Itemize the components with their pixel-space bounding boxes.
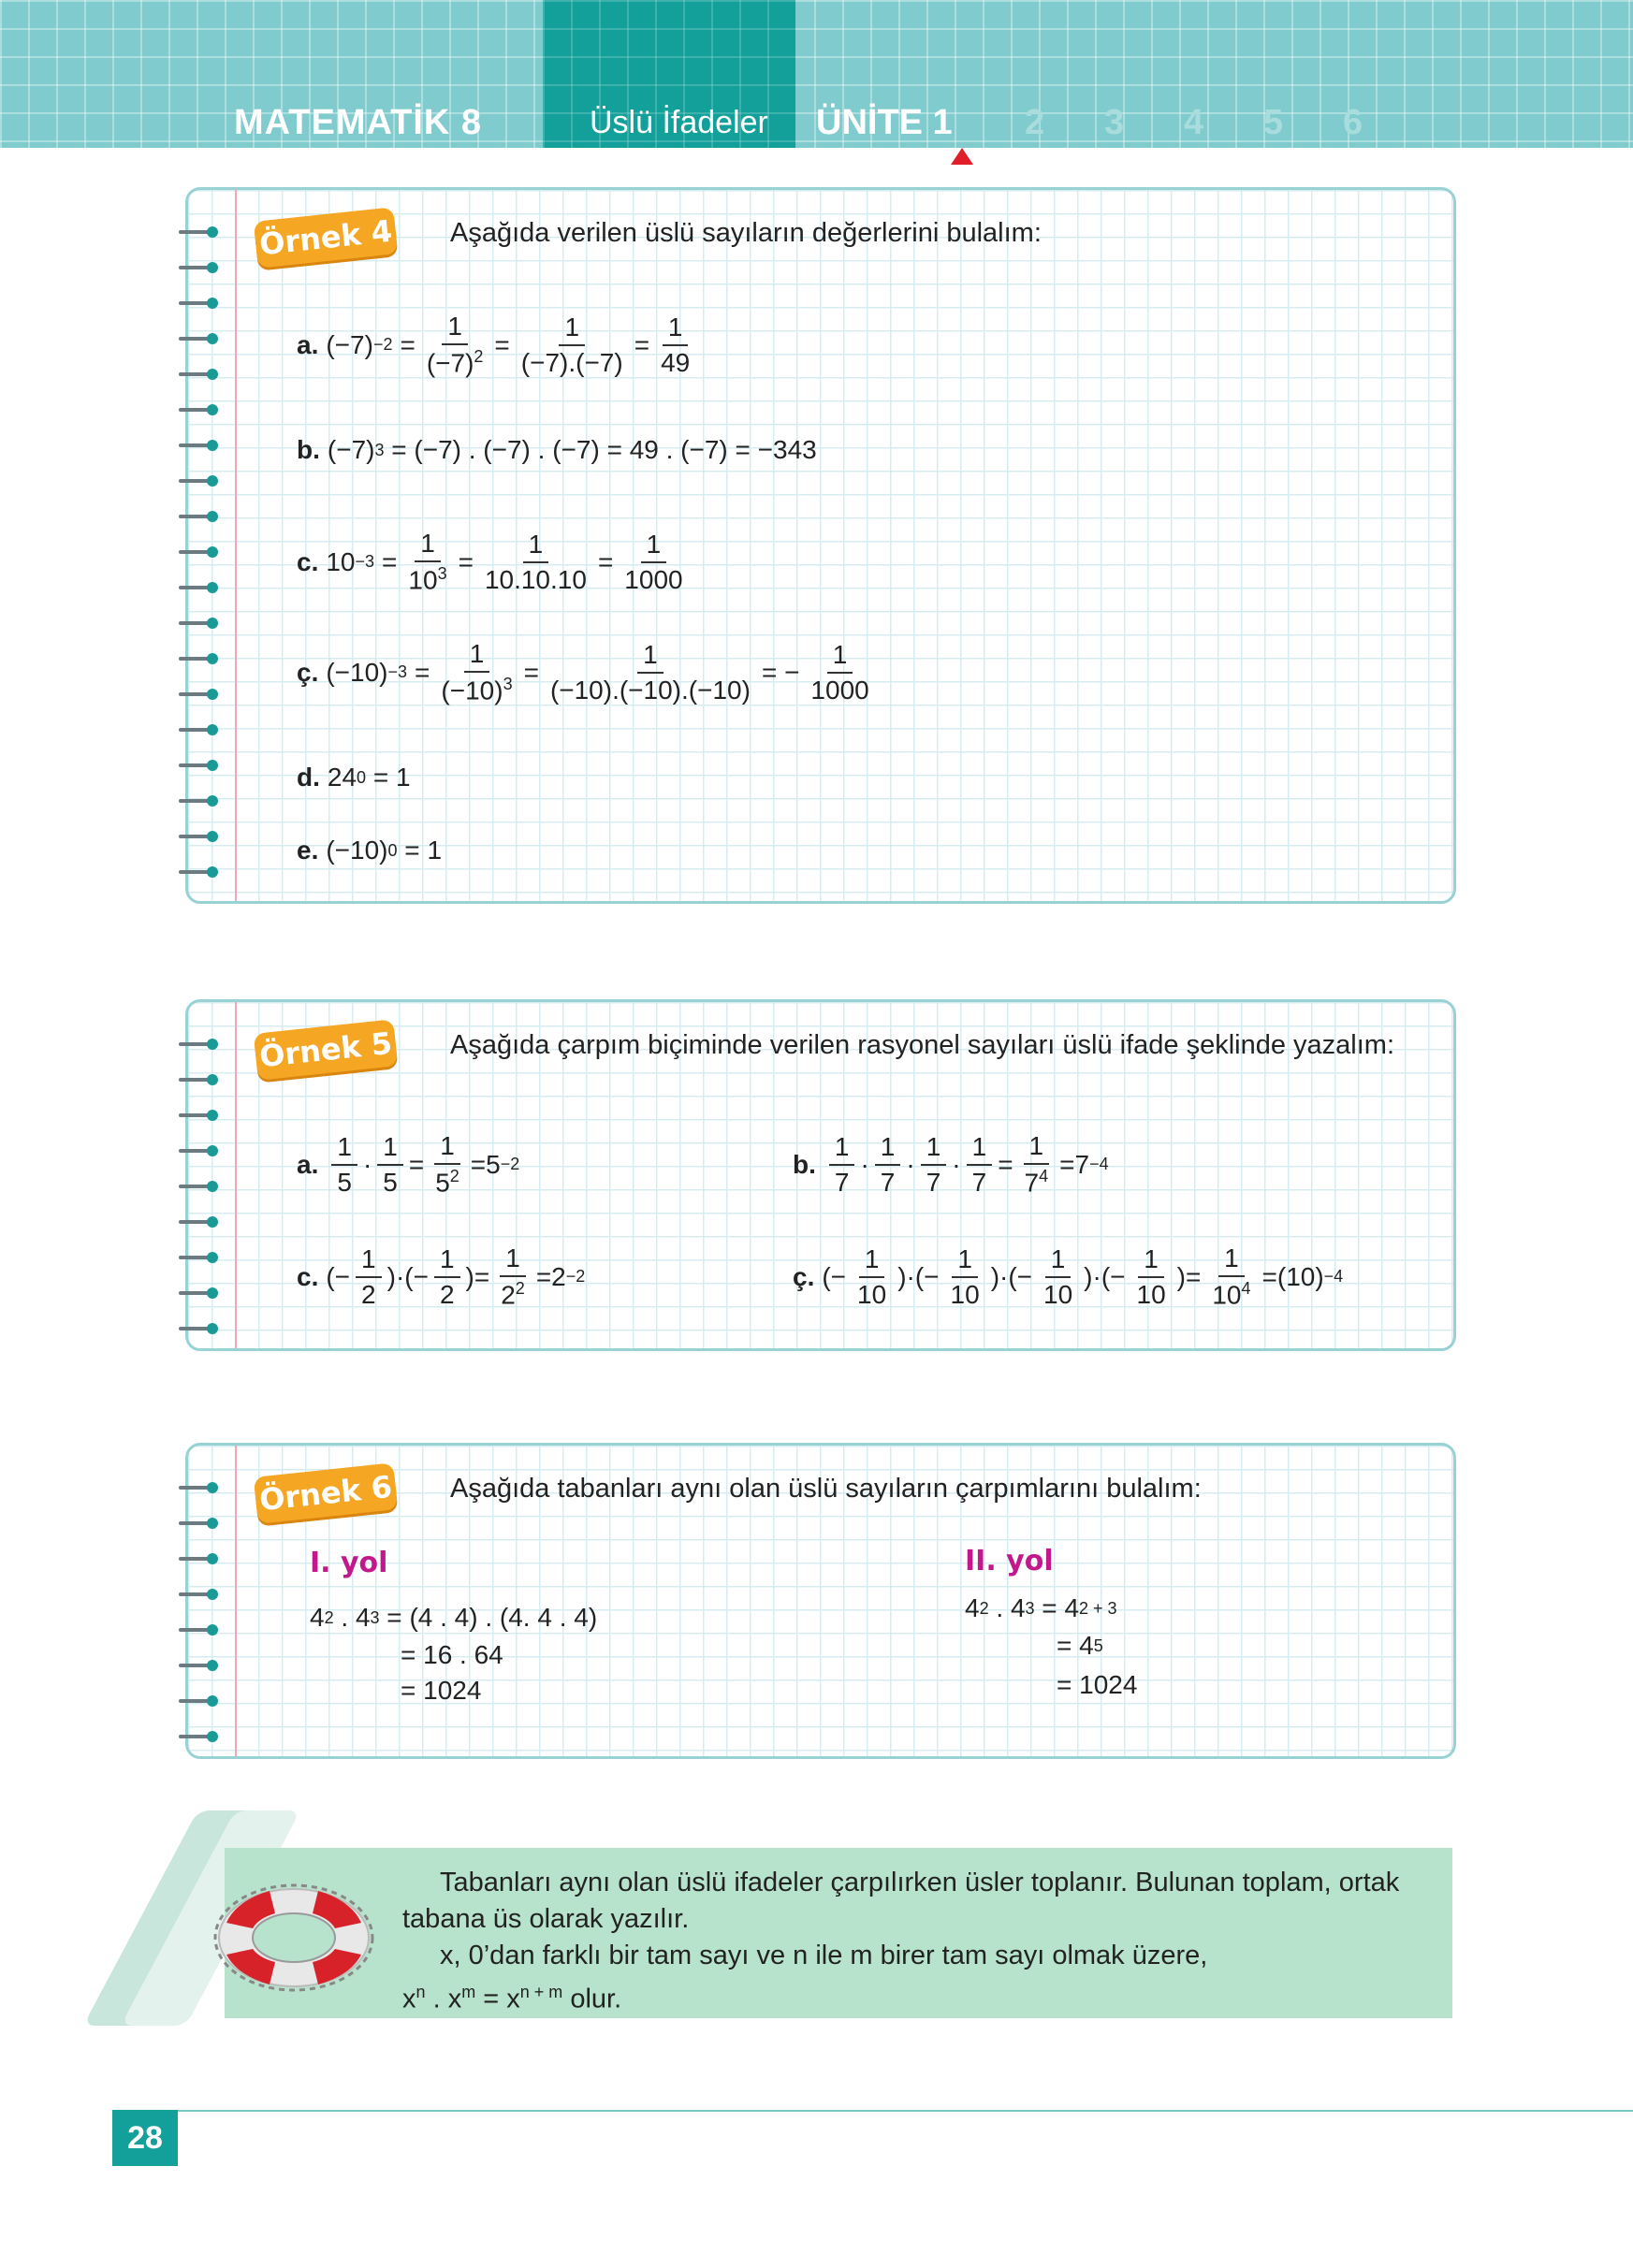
margin-line [235, 190, 237, 901]
unit-marker-icon [951, 148, 973, 165]
page-number: 28 [112, 2110, 178, 2166]
method-1-line-1: 4 2 . 4 3 = (4 . 4) . (4. 4 . 4) [310, 1603, 598, 1632]
item-cc: ç. (− $\frac{1}{10}$ )·(− $\frac{1}{10}$ )·(− $\frac{1}{10}$ )·(− $\frac{1}{10}$ )= $\frac{1}{10^4}$ = (10) −4 [793, 1243, 1344, 1310]
info-rule: Tabanları aynı olan üslü ifadeler çarpılırken üsler toplanır. Bulunan toplam, ortak tabana üs olarak yazılır. [402, 1868, 1400, 1934]
margin-line [235, 1446, 237, 1756]
example-badge: Örnek 5 [254, 1019, 398, 1080]
item-a: a. $\frac{1}{5}$ · $\frac{1}{5}$ = $\frac{1}{5^2}$ = 5 −2 [297, 1131, 520, 1198]
info-condition: x, 0’dan farklı bir tam sayı ve n ile m birer tam sayı olmak üzere, [440, 1941, 1208, 1970]
item-b: b. (−7) 3 = (−7) . (−7) . (−7) = 49 . (−7) = −343 [297, 435, 817, 464]
item-b: b. $\frac{1}{7}$ · $\frac{1}{7}$ · $\frac{1}{7}$ · $\frac{1}{7}$ = $\frac{1}{7^4}$ = 7 −4 [793, 1131, 1109, 1198]
margin-line [235, 1002, 237, 1348]
item-d: d. 24 0 = 1 [297, 763, 411, 792]
topic-title: Üslü İfadeler [590, 105, 768, 140]
info-text [402, 1865, 1432, 2018]
spiral-rings [179, 218, 222, 894]
unit-5: 5 [1263, 103, 1284, 142]
item-cc: ç. (−10) −3 = $\frac{1}{(-10)^3}$ = $\frac{1}{(-10).(-10).(-10)}$ = − $\frac{1}{1000}$ [297, 639, 869, 705]
info-formula: $x^n$ . $x^m = x^{n + m}$ olur. [402, 1983, 622, 2014]
example-badge: Örnek 4 [254, 207, 398, 268]
method-2-title: II. yol [965, 1545, 1054, 1577]
item-c: c. (− $\frac{1}{2}$ )·(− $\frac{1}{2}$ )= $\frac{1}{2^2}$ = 2 −2 [297, 1243, 586, 1310]
method-1-line-3: = 1024 [401, 1676, 482, 1705]
page-header [0, 0, 1633, 148]
example-intro: Aşağıda verilen üslü sayıların değerlerini bulalım: [450, 218, 1042, 248]
unit-6: 6 [1343, 103, 1363, 142]
book-title: MATEMATİK 8 [234, 103, 483, 142]
life-buoy-icon [213, 1876, 374, 1994]
item-e: e. (−10) 0 = 1 [297, 836, 443, 865]
method-2-line-2: = 4 5 [1057, 1631, 1103, 1660]
method-1-title: I. yol [310, 1547, 388, 1579]
unit-3: 3 [1104, 103, 1125, 142]
example-6-card [185, 1443, 1456, 1759]
spiral-rings [179, 1474, 222, 1758]
footer-line [112, 2110, 1633, 2112]
info-box [225, 1848, 1452, 2018]
method-2-line-3: = 1024 [1057, 1670, 1138, 1699]
example-4-card [185, 187, 1456, 904]
unit-2: 2 [1025, 103, 1045, 142]
example-intro: Aşağıda çarpım biçiminde verilen rasyonel sayıları üslü ifade şeklinde yazalım: [450, 1030, 1395, 1060]
example-intro: Aşağıda tabanları aynı olan üslü sayıların çarpımlarını bulalım: [450, 1474, 1202, 1504]
method-1-line-2: = 16 . 64 [401, 1640, 503, 1669]
example-5-card [185, 999, 1456, 1351]
unit-4: 4 [1184, 103, 1204, 142]
item-a: a. (−7) −2 = $\frac{1}{(-7)^2}$ = $\frac{1}{(-7).(-7)}$ = $\frac{1}{49}$ [297, 312, 691, 378]
current-unit: ÜNİTE 1 [816, 103, 953, 142]
item-c: c. 10 −3 = $\frac{1}{10^3}$ = $\frac{1}{10.10.10}$ = $\frac{1}{1000}$ [297, 529, 683, 595]
example-badge: Örnek 6 [254, 1462, 398, 1523]
spiral-rings [179, 1030, 222, 1350]
method-2-line-1: 4 2 . 4 3 = 4 2 + 3 [965, 1593, 1117, 1622]
